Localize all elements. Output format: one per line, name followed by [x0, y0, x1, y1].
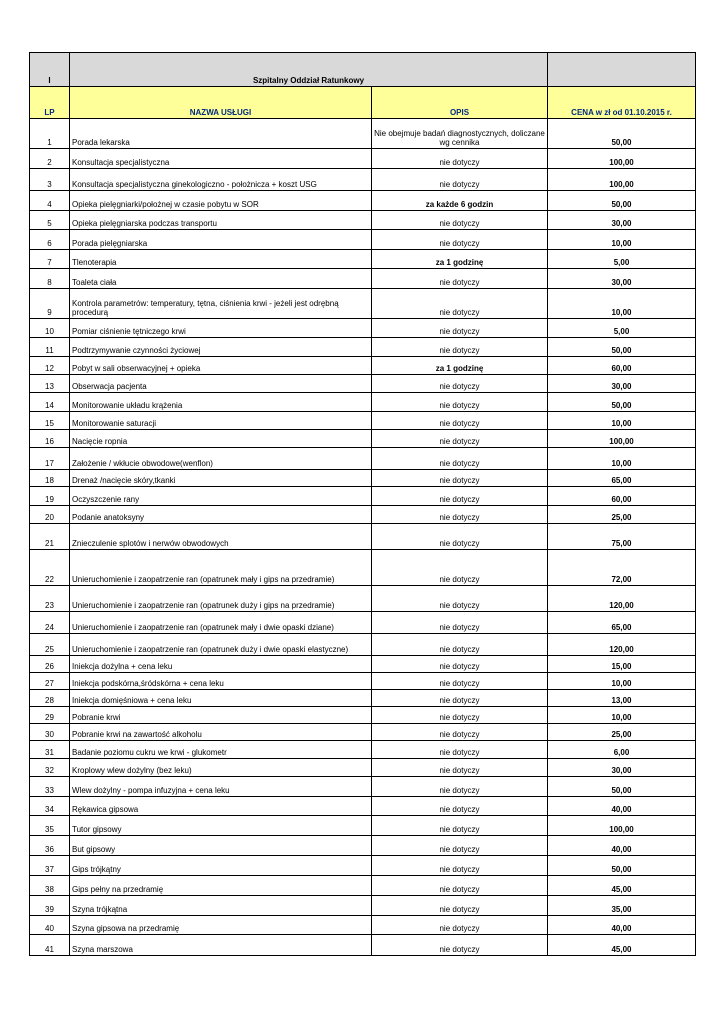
row-opis: za 1 godzinę — [372, 357, 548, 375]
table-row — [30, 338, 696, 357]
row-opis: nie dotyczy — [372, 856, 548, 876]
row-price: 13,00 — [548, 690, 696, 707]
row-lp: 38 — [30, 876, 70, 896]
row-service-name: Pobyt w sali obserwacyjnej + opieka — [70, 357, 372, 375]
price-list-table — [29, 52, 696, 956]
row-lp: 20 — [30, 506, 70, 524]
row-opis: nie dotyczy — [372, 586, 548, 612]
row-opis: Nie obejmuje badań diagnostycznych, doliczane wg cennika — [372, 119, 548, 149]
row-price: 50,00 — [548, 856, 696, 876]
row-opis: nie dotyczy — [372, 935, 548, 956]
table-row — [30, 896, 696, 916]
table-row — [30, 836, 696, 856]
row-price: 10,00 — [548, 673, 696, 690]
row-lp: 16 — [30, 430, 70, 448]
table-row — [30, 797, 696, 816]
row-price: 10,00 — [548, 707, 696, 724]
table-row — [30, 319, 696, 338]
table-row — [30, 375, 696, 393]
row-lp: 3 — [30, 169, 70, 191]
row-opis: nie dotyczy — [372, 777, 548, 797]
row-price: 35,00 — [548, 896, 696, 916]
row-service-name: Oczyszczenie rany — [70, 487, 372, 506]
row-lp: 4 — [30, 191, 70, 211]
section-number: I — [30, 53, 70, 87]
row-service-name: Pobranie krwi — [70, 707, 372, 724]
table-row — [30, 673, 696, 690]
row-lp: 26 — [30, 656, 70, 673]
row-lp: 1 — [30, 119, 70, 149]
row-price: 10,00 — [548, 448, 696, 470]
row-service-name: Drenaż /nacięcie skóry,tkanki — [70, 470, 372, 487]
row-opis: nie dotyczy — [372, 690, 548, 707]
table-row — [30, 759, 696, 777]
section-title: Szpitalny Oddział Ratunkowy — [70, 53, 548, 87]
row-price: 100,00 — [548, 430, 696, 448]
row-opis: nie dotyczy — [372, 876, 548, 896]
row-opis: nie dotyczy — [372, 634, 548, 656]
row-service-name: Podtrzymywanie czynności życiowej — [70, 338, 372, 357]
row-lp: 11 — [30, 338, 70, 357]
row-price: 10,00 — [548, 230, 696, 250]
row-lp: 13 — [30, 375, 70, 393]
row-lp: 36 — [30, 836, 70, 856]
row-lp: 18 — [30, 470, 70, 487]
row-lp: 19 — [30, 487, 70, 506]
table-row — [30, 191, 696, 211]
table-row — [30, 707, 696, 724]
table-row — [30, 690, 696, 707]
price-list-body — [30, 53, 696, 956]
row-price: 100,00 — [548, 149, 696, 169]
row-service-name: Kroplowy wlew dożylny (bez leku) — [70, 759, 372, 777]
table-row — [30, 149, 696, 169]
row-price: 30,00 — [548, 211, 696, 230]
row-lp: 8 — [30, 269, 70, 289]
row-opis: nie dotyczy — [372, 724, 548, 741]
row-price: 60,00 — [548, 487, 696, 506]
row-opis: nie dotyczy — [372, 430, 548, 448]
row-lp: 12 — [30, 357, 70, 375]
row-service-name: Unieruchomienie i zaopatrzenie ran (opatrunek duży i dwie opaski elastyczne) — [70, 634, 372, 656]
row-price: 25,00 — [548, 506, 696, 524]
row-price: 100,00 — [548, 816, 696, 836]
row-price: 60,00 — [548, 357, 696, 375]
row-price: 120,00 — [548, 634, 696, 656]
row-lp: 2 — [30, 149, 70, 169]
row-price: 120,00 — [548, 586, 696, 612]
row-service-name: Iniekcja domięśniowa + cena leku — [70, 690, 372, 707]
header-cena: CENA w zł od 01.10.2015 r. — [548, 87, 696, 119]
row-lp: 32 — [30, 759, 70, 777]
row-lp: 7 — [30, 250, 70, 269]
row-service-name: Kontrola parametrów: temperatury, tętna, ciśnienia krwi - jeżeli jest odrębną procedurą — [70, 289, 372, 319]
row-price: 100,00 — [548, 169, 696, 191]
table-row — [30, 269, 696, 289]
row-opis: nie dotyczy — [372, 269, 548, 289]
row-service-name: Konsultacja specjalistyczna ginekologiczno - położnicza + koszt USG — [70, 169, 372, 191]
header-name: NAZWA USŁUGI — [70, 87, 372, 119]
row-lp: 27 — [30, 673, 70, 690]
row-opis: nie dotyczy — [372, 707, 548, 724]
row-lp: 41 — [30, 935, 70, 956]
row-opis: nie dotyczy — [372, 612, 548, 634]
table-row — [30, 487, 696, 506]
row-price: 30,00 — [548, 375, 696, 393]
row-opis: nie dotyczy — [372, 169, 548, 191]
row-lp: 17 — [30, 448, 70, 470]
row-lp: 34 — [30, 797, 70, 816]
row-service-name: Badanie poziomu cukru we krwi - glukometr — [70, 741, 372, 759]
row-lp: 10 — [30, 319, 70, 338]
row-opis: nie dotyczy — [372, 211, 548, 230]
row-price: 10,00 — [548, 412, 696, 430]
row-service-name: Toaleta ciała — [70, 269, 372, 289]
row-opis: nie dotyczy — [372, 673, 548, 690]
row-price: 40,00 — [548, 797, 696, 816]
row-service-name: Porada pielęgniarska — [70, 230, 372, 250]
table-row — [30, 357, 696, 375]
row-lp: 21 — [30, 524, 70, 550]
row-opis: nie dotyczy — [372, 412, 548, 430]
row-lp: 29 — [30, 707, 70, 724]
row-opis: nie dotyczy — [372, 550, 548, 586]
row-opis: nie dotyczy — [372, 916, 548, 935]
row-lp: 5 — [30, 211, 70, 230]
row-lp: 9 — [30, 289, 70, 319]
row-service-name: Pobranie krwi na zawartość alkoholu — [70, 724, 372, 741]
column-header-row — [30, 87, 696, 119]
row-service-name: Porada lekarska — [70, 119, 372, 149]
row-opis: nie dotyczy — [372, 759, 548, 777]
row-opis: nie dotyczy — [372, 506, 548, 524]
row-lp: 31 — [30, 741, 70, 759]
row-price: 50,00 — [548, 338, 696, 357]
row-lp: 22 — [30, 550, 70, 586]
row-service-name: Nacięcie ropnia — [70, 430, 372, 448]
table-row — [30, 448, 696, 470]
table-row — [30, 856, 696, 876]
row-price: 15,00 — [548, 656, 696, 673]
row-opis: nie dotyczy — [372, 836, 548, 856]
row-lp: 33 — [30, 777, 70, 797]
row-lp: 35 — [30, 816, 70, 836]
row-opis: nie dotyczy — [372, 470, 548, 487]
row-lp: 25 — [30, 634, 70, 656]
row-price: 5,00 — [548, 250, 696, 269]
row-price: 40,00 — [548, 836, 696, 856]
row-opis: nie dotyczy — [372, 149, 548, 169]
table-row — [30, 119, 696, 149]
table-row — [30, 586, 696, 612]
table-row — [30, 612, 696, 634]
table-row — [30, 876, 696, 896]
row-price: 45,00 — [548, 935, 696, 956]
table-row — [30, 393, 696, 412]
row-opis: nie dotyczy — [372, 375, 548, 393]
row-service-name: Gips pełny na przedramię — [70, 876, 372, 896]
row-opis: za każde 6 godzin — [372, 191, 548, 211]
table-row — [30, 724, 696, 741]
row-lp: 14 — [30, 393, 70, 412]
row-price: 30,00 — [548, 269, 696, 289]
row-service-name: Iniekcja dożylna + cena leku — [70, 656, 372, 673]
table-row — [30, 634, 696, 656]
row-lp: 37 — [30, 856, 70, 876]
row-service-name: Znieczulenie splotów i nerwów obwodowych — [70, 524, 372, 550]
table-row — [30, 656, 696, 673]
row-lp: 30 — [30, 724, 70, 741]
table-row — [30, 169, 696, 191]
row-service-name: Szyna gipsowa na przedramię — [70, 916, 372, 935]
row-price: 40,00 — [548, 916, 696, 935]
row-price: 65,00 — [548, 612, 696, 634]
row-price: 5,00 — [548, 319, 696, 338]
row-price: 10,00 — [548, 289, 696, 319]
row-price: 65,00 — [548, 470, 696, 487]
row-service-name: Tlenoterapia — [70, 250, 372, 269]
row-opis: nie dotyczy — [372, 896, 548, 916]
row-service-name: Szyna trójkątna — [70, 896, 372, 916]
row-opis: nie dotyczy — [372, 319, 548, 338]
row-lp: 40 — [30, 916, 70, 935]
table-row — [30, 741, 696, 759]
table-row — [30, 816, 696, 836]
row-service-name: Podanie anatoksyny — [70, 506, 372, 524]
table-row — [30, 916, 696, 935]
row-price: 72,00 — [548, 550, 696, 586]
row-service-name: Tutor gipsowy — [70, 816, 372, 836]
row-price: 25,00 — [548, 724, 696, 741]
row-lp: 39 — [30, 896, 70, 916]
row-service-name: Obserwacja pacjenta — [70, 375, 372, 393]
row-service-name: Monitorowanie układu krążenia — [70, 393, 372, 412]
row-opis: nie dotyczy — [372, 338, 548, 357]
section-empty-cell — [548, 53, 696, 87]
row-lp: 24 — [30, 612, 70, 634]
table-row — [30, 412, 696, 430]
row-service-name: Założenie / wkłucie obwodowe(wenflon) — [70, 448, 372, 470]
row-lp: 23 — [30, 586, 70, 612]
row-opis: za 1 godzinę — [372, 250, 548, 269]
row-price: 50,00 — [548, 119, 696, 149]
table-row — [30, 777, 696, 797]
row-opis: nie dotyczy — [372, 230, 548, 250]
row-price: 50,00 — [548, 393, 696, 412]
row-opis: nie dotyczy — [372, 656, 548, 673]
row-service-name: Opieka pielęgniarki/położnej w czasie pobytu w SOR — [70, 191, 372, 211]
table-row — [30, 230, 696, 250]
row-price: 6,00 — [548, 741, 696, 759]
header-opis: OPIS — [372, 87, 548, 119]
row-service-name: Gips trójkątny — [70, 856, 372, 876]
row-service-name: Unieruchomienie i zaopatrzenie ran (opatrunek duży i gips na przedramie) — [70, 586, 372, 612]
row-price: 50,00 — [548, 191, 696, 211]
row-service-name: Opieka pielęgniarska podczas transportu — [70, 211, 372, 230]
row-service-name: Rękawica gipsowa — [70, 797, 372, 816]
row-lp: 6 — [30, 230, 70, 250]
table-row — [30, 506, 696, 524]
table-row — [30, 524, 696, 550]
row-price: 30,00 — [548, 759, 696, 777]
section-header-row — [30, 53, 696, 87]
table-row — [30, 550, 696, 586]
row-opis: nie dotyczy — [372, 448, 548, 470]
table-row — [30, 430, 696, 448]
row-price: 45,00 — [548, 876, 696, 896]
row-opis: nie dotyczy — [372, 524, 548, 550]
table-row — [30, 211, 696, 230]
row-service-name: Unieruchomienie i zaopatrzenie ran (opatrunek mały i dwie opaski dziane) — [70, 612, 372, 634]
table-row — [30, 470, 696, 487]
row-service-name: Monitorowanie saturacji — [70, 412, 372, 430]
row-service-name: Konsultacja specjalistyczna — [70, 149, 372, 169]
table-row — [30, 250, 696, 269]
row-service-name: Szyna marszowa — [70, 935, 372, 956]
row-service-name: Pomiar ciśnienie tętniczego krwi — [70, 319, 372, 338]
row-price: 75,00 — [548, 524, 696, 550]
row-opis: nie dotyczy — [372, 741, 548, 759]
row-lp: 28 — [30, 690, 70, 707]
row-opis: nie dotyczy — [372, 289, 548, 319]
row-service-name: Wlew dożylny - pompa infuzyjna + cena leku — [70, 777, 372, 797]
row-opis: nie dotyczy — [372, 797, 548, 816]
table-row — [30, 935, 696, 956]
header-lp: LP — [30, 87, 70, 119]
row-service-name: But gipsowy — [70, 836, 372, 856]
row-opis: nie dotyczy — [372, 487, 548, 506]
row-opis: nie dotyczy — [372, 393, 548, 412]
row-lp: 15 — [30, 412, 70, 430]
row-opis: nie dotyczy — [372, 816, 548, 836]
table-row — [30, 289, 696, 319]
row-price: 50,00 — [548, 777, 696, 797]
row-service-name: Unieruchomienie i zaopatrzenie ran (opatrunek mały i gips na przedramie) — [70, 550, 372, 586]
row-service-name: Iniekcja podskórna,śródskórna + cena leku — [70, 673, 372, 690]
